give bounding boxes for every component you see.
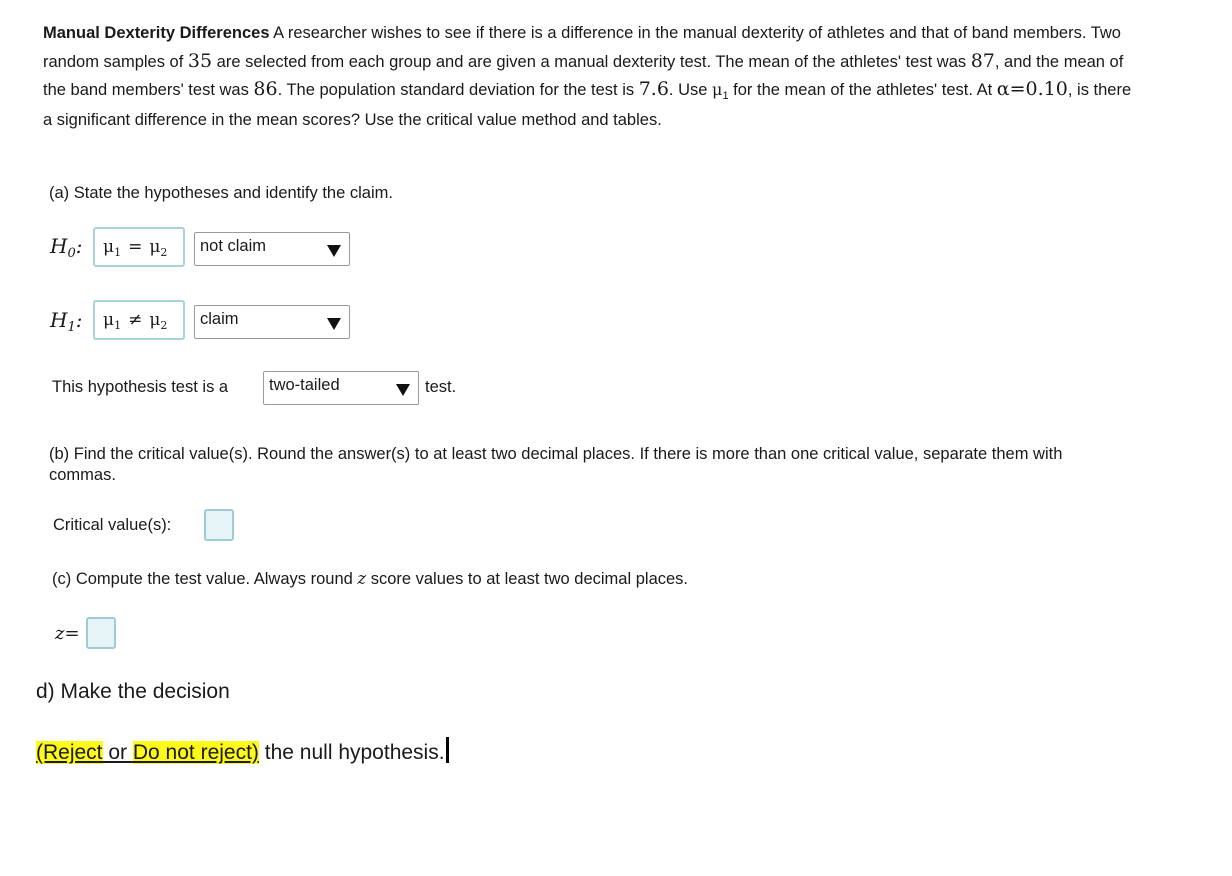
- critical-value-label: Critical value(s):: [53, 516, 172, 534]
- mu-subscript: 1: [722, 90, 729, 102]
- problem-text-2: are selected from each group and are given a manual dexterity test. The mean of the athletes' test was: [212, 52, 971, 71]
- h1-expression-box[interactable]: [93, 300, 185, 340]
- h0-claim-select[interactable]: [194, 232, 350, 266]
- do-not-reject-option[interactable]: Do not reject): [132, 741, 259, 764]
- problem-text-3: , and the mean of the band members' test was: [43, 52, 1124, 99]
- chevron-down-icon: [396, 384, 410, 396]
- or-connector: or: [102, 741, 133, 764]
- problem-text-1: A researcher wishes to see if there is a difference in the manual dexterity of athletes and that of band members. Two random samples of: [43, 24, 1121, 71]
- h1-operator: ≠: [128, 310, 143, 330]
- chevron-down-icon: [327, 318, 341, 330]
- test-type-select[interactable]: [263, 371, 419, 405]
- reject-option[interactable]: (Reject: [36, 741, 103, 764]
- alpha-value: α=0.10: [996, 78, 1068, 100]
- problem-text-6: for the mean of the athletes' test. At: [728, 81, 997, 99]
- h1-lhs: $\mu_1$: [103, 310, 122, 332]
- part-d-heading: d) Make the decision: [36, 680, 230, 703]
- mu-symbol: μ: [712, 80, 723, 99]
- h0-claim-value: not claim: [200, 237, 267, 255]
- problem-text-4: . The population standard deviation for the test is: [277, 81, 639, 99]
- part-a-prompt: (a) State the hypotheses and identify the claim.: [49, 184, 393, 202]
- sample-size: 35: [187, 49, 213, 72]
- h0-rhs: $\mu_2$: [149, 237, 168, 259]
- mean-athletes: 87: [970, 49, 995, 72]
- z-variable: z: [357, 569, 367, 588]
- critical-value-input[interactable]: [204, 509, 234, 541]
- h0-lhs: $\mu_1$: [103, 237, 122, 259]
- test-type-prefix: This hypothesis test is a: [52, 378, 229, 396]
- h0-expression-box[interactable]: [93, 227, 185, 267]
- part-b-prompt: (b) Find the critical value(s). Round the answer(s) to at least two decimal places. If there is more than one critical value, separate them with commas.: [49, 445, 1063, 484]
- decision-sentence: [36, 737, 449, 765]
- problem-text-7: , is there a significant difference in the mean scores? Use the critical value method and tables.: [43, 81, 1132, 129]
- z-label: z=: [55, 623, 80, 644]
- h1-claim-value: claim: [200, 310, 239, 328]
- decision-suffix: the null hypothesis.: [258, 741, 445, 764]
- problem-statement: [43, 20, 1133, 134]
- problem-text-5: . Use: [668, 81, 713, 99]
- test-type-suffix: test.: [425, 378, 457, 396]
- test-type-value: two-tailed: [269, 376, 340, 394]
- part-c-prompt: (c) Compute the test value. Always round z score values to at least two decimal places.: [52, 569, 689, 588]
- h1-claim-select[interactable]: [194, 305, 350, 339]
- sigma-value: 7.6: [638, 78, 669, 100]
- h1-label: $H_1$:: [50, 308, 83, 335]
- mean-band: 86: [253, 78, 278, 100]
- text-cursor: [446, 737, 449, 763]
- h1-rhs: $\mu_2$: [149, 310, 168, 332]
- chevron-down-icon: [327, 245, 341, 257]
- z-value-input[interactable]: [86, 617, 116, 649]
- h0-label: $H_0$:: [50, 234, 83, 261]
- problem-title: Manual Dexterity Differences: [43, 24, 270, 42]
- h0-operator: =: [128, 237, 143, 257]
